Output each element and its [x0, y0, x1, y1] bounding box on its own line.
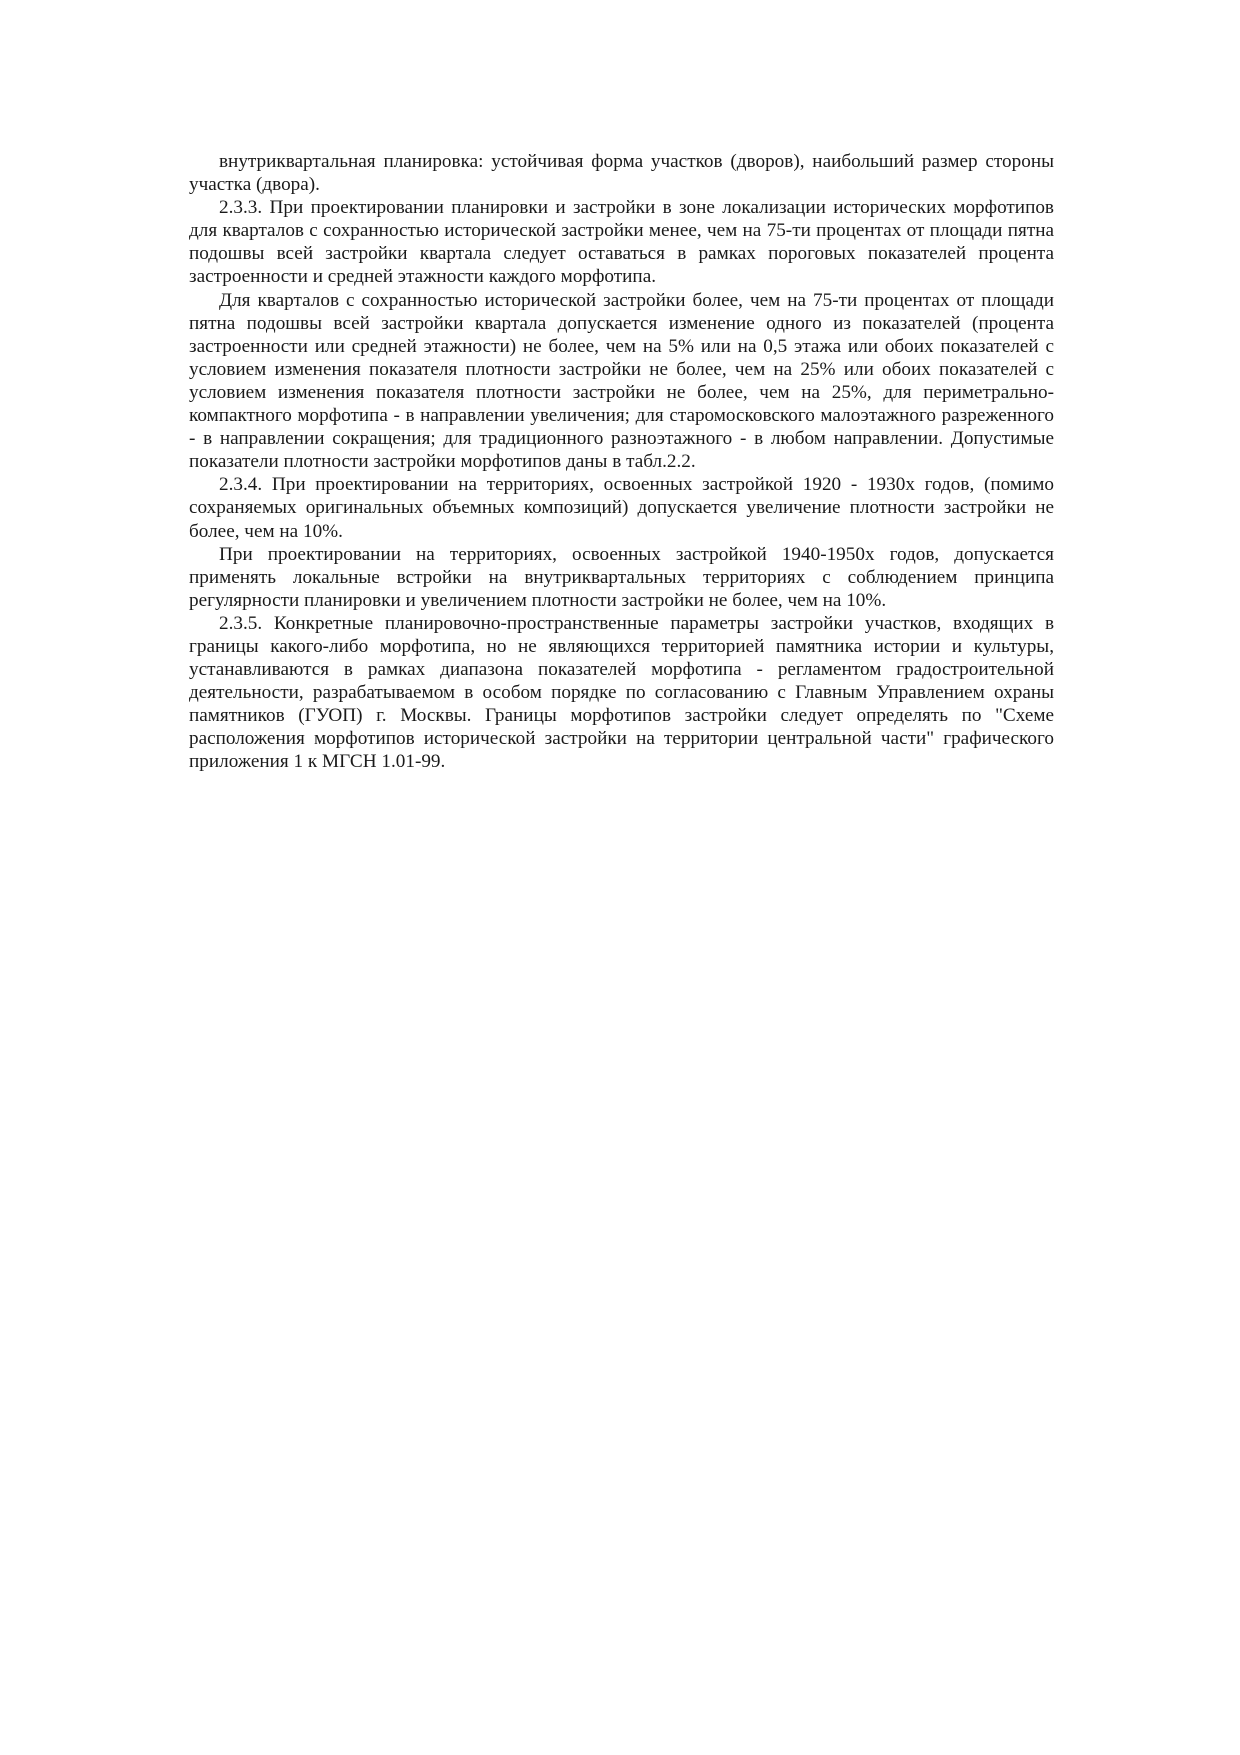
paragraph-2-3-3: 2.3.3. При проектировании планировки и застройки в зоне локализации исторических морфотипов для кварталов с сохранностью исторической застройки менее, чем на 75-ти процентах от площади пятна подошвы всей застройки квартала следует оставаться в рамках пороговых показателей процента застроенности и средней этажности каждого морфотипа. — [189, 197, 1054, 288]
paragraph-2-3-4: 2.3.4. При проектировании на территориях, освоенных застройкой 1920 - 1930х годов, (помимо сохраняемых оригинальных объемных композиций) допускается увеличение плотности застройки не более, чем на 10%. — [189, 474, 1054, 542]
paragraph-2-3-5: 2.3.5. Конкретные планировочно-пространственные параметры застройки участков, входящих в границы какого-либо морфотипа, но не являющихся территорией памятника истории и культуры, устанавливаются в рамках диапазона показателей морфотипа - регламентом градостроительной деятельности, разрабатываемом в особом порядке по согласованию с Главным Управлением охраны памятников (ГУОП) г. Москвы. Границы морфотипов застройки следует определять по "Схеме расположения морфотипов исторической застройки на территории центральной части" графического приложения 1 к МГСН 1.01-99. — [189, 612, 1054, 773]
paragraph-high-preservation-blocks: Для кварталов с сохранностью исторической застройки более, чем на 75-ти процентах от площади пятна подошвы всей застройки квартала допускается изменение одного из показателей (процента застроенности или средней этажности) не более, чем на 5% или на 0,5 этажа или обоих показателей с условием изменения показателя плотности застройки не более, чем на 25% или обоих показателей с условием изменения показателя плотности застройки не более, чем на 25%, для периметрально-компактного морфотипа - в направлении увеличения; для старомосковского малоэтажного разреженного - в направлении сокращения; для традиционного разноэтажного - в любом направлении. Допустимые показатели плотности застройки морфотипов даны в табл.2.2. — [189, 289, 1054, 473]
paragraph-1940-1950-territories: При проектировании на территориях, освоенных застройкой 1940-1950х годов, допускается применять локальные встройки на внутриквартальных территориях с соблюдением принципа регулярности планировки и увеличением плотности застройки не более, чем на 10%. — [189, 543, 1054, 611]
paragraph-intra-block-planning: внутриквартальная планировка: устойчивая форма участков (дворов), наибольший размер стороны участка (двора). — [189, 151, 1054, 196]
document-body — [189, 150, 1054, 774]
